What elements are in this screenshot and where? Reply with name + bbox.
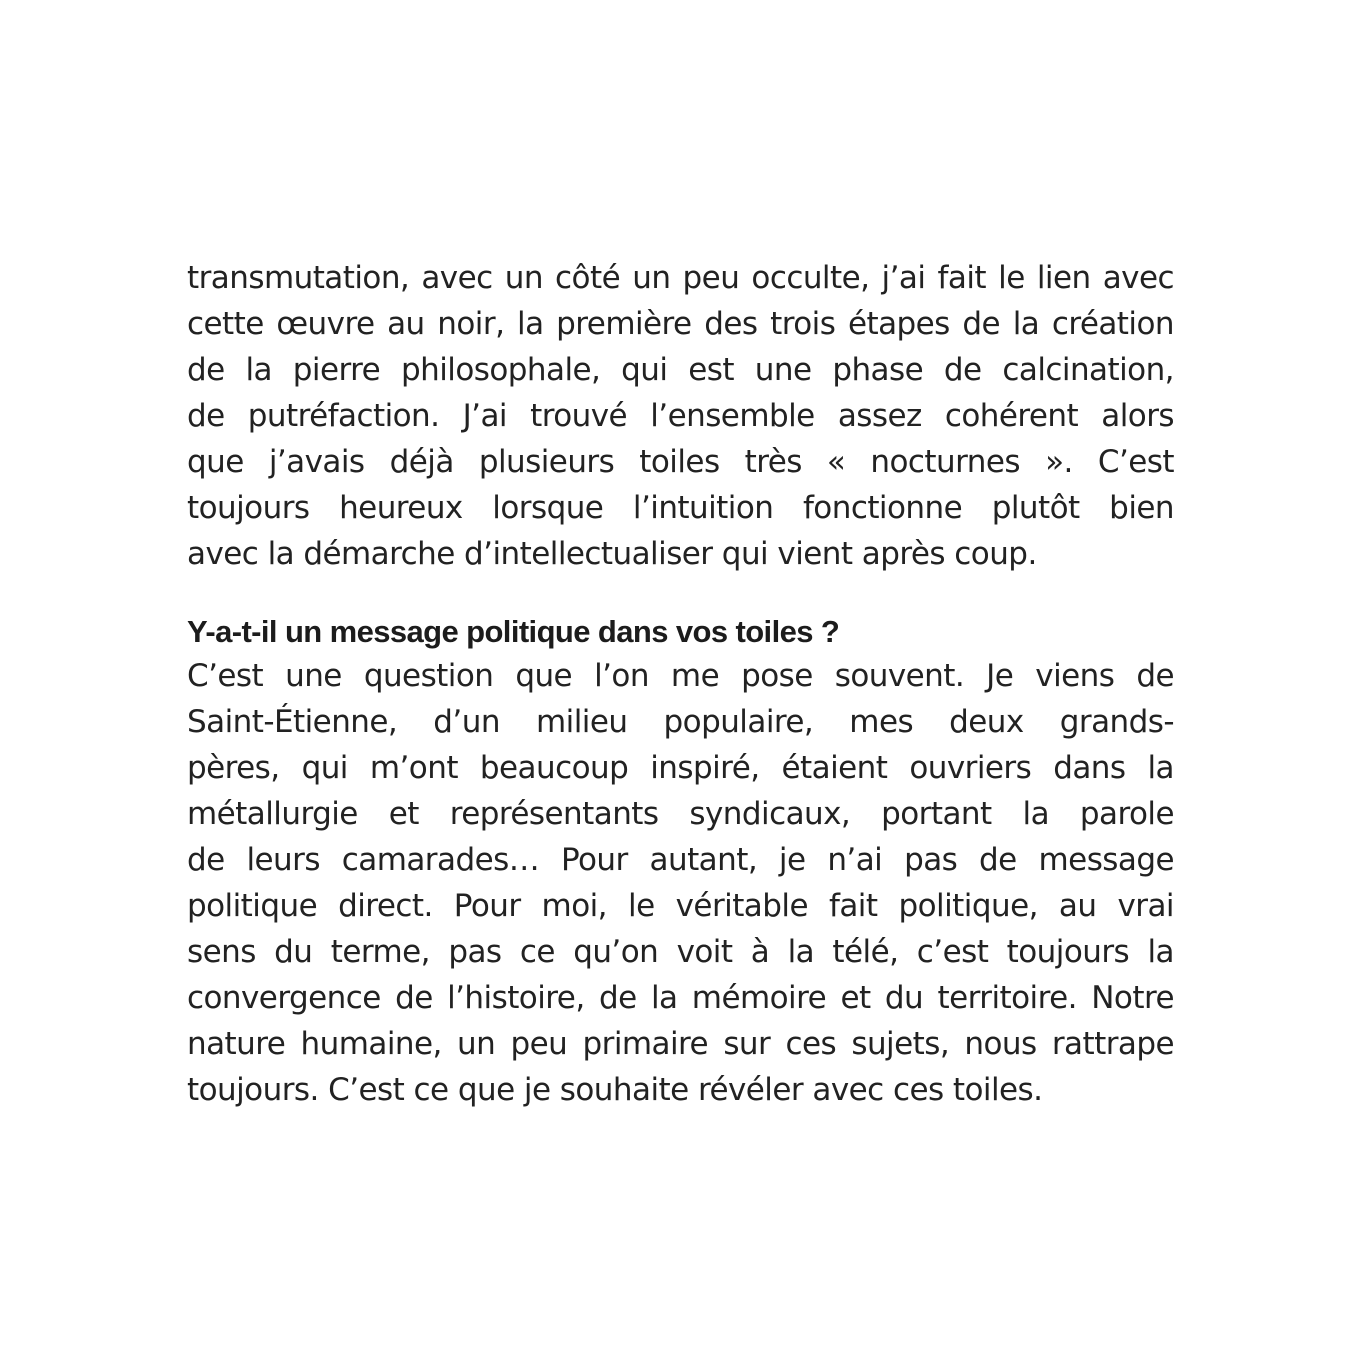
text-line: avec la démarche d’intellectualiser qui vient après coup. [187, 536, 1037, 572]
paragraph-alchemy [187, 255, 1174, 577]
text-line: de putréfaction. J’ai trouvé l’ensemble assez cohérent alors [187, 398, 1174, 434]
text-line: de leurs camarades… Pour autant, je n’ai pas de message [187, 842, 1174, 878]
article-text [187, 255, 1174, 1113]
text-line: pères, qui m’ont beaucoup inspiré, étaient ouvriers dans la [187, 750, 1174, 786]
text-line: que j’avais déjà plusieurs toiles très « nocturnes ». C’est [187, 444, 1174, 480]
text-line: toujours. C’est ce que je souhaite révéler avec ces toiles. [187, 1072, 1043, 1108]
text-line: convergence de l’histoire, de la mémoire et du territoire. Notre [187, 980, 1174, 1016]
paragraph-gap [187, 577, 1174, 611]
text-line: de la pierre philosophale, qui est une phase de calcination, [187, 352, 1174, 388]
question-heading: Y-a-t-il un message politique dans vos toiles ? [187, 614, 840, 649]
text-line: politique direct. Pour moi, le véritable fait politique, au vrai [187, 888, 1174, 924]
text-line: Saint-Étienne, d’un milieu populaire, mes deux grands- [187, 704, 1174, 740]
text-line: C’est une question que l’on me pose souvent. Je viens de [187, 658, 1174, 694]
text-line: toujours heureux lorsque l’intuition fonctionne plutôt bien [187, 490, 1174, 526]
paragraph-politics [187, 653, 1174, 1113]
text-line: cette œuvre au noir, la première des trois étapes de la création [187, 306, 1174, 342]
text-line: métallurgie et représentants syndicaux, portant la parole [187, 796, 1174, 832]
text-line: sens du terme, pas ce qu’on voit à la télé, c’est toujours la [187, 934, 1174, 970]
text-line: transmutation, avec un côté un peu occulte, j’ai fait le lien avec [187, 260, 1174, 296]
text-line: nature humaine, un peu primaire sur ces sujets, nous rattrape [187, 1026, 1174, 1062]
